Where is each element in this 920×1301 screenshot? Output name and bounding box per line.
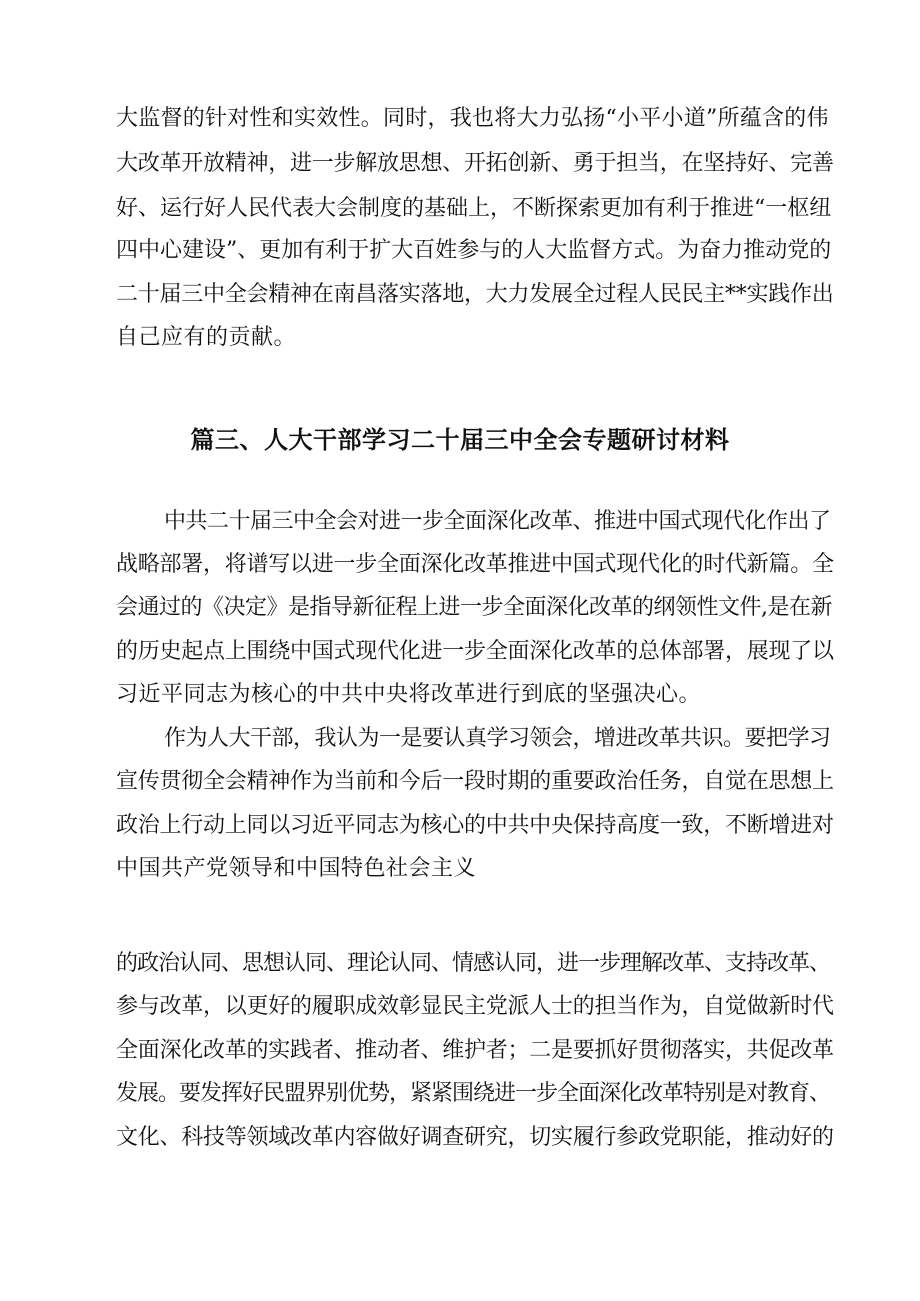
text-line: 全面深化改革的实践者、推动者、维护者；二是要抓好贯彻落实，共促改革 (116, 1038, 834, 1063)
text-line: 四中心建设”、更加有利于扩大百姓参与的人大监督方式。为奋力推动党的 (116, 238, 832, 263)
section-heading: 篇三、人大干部学习二十届三中全会专题研讨材料 (190, 426, 730, 454)
text-line: 会通过的《决定》是指导新征程上进一步全面深化改革的纲领性文件,是在新 (116, 595, 832, 620)
text-line: 中共二十届三中全会对进一步全面深化改革、推进中国式现代化作出了 (164, 509, 831, 534)
text-line: 自己应有的贡献。 (116, 325, 297, 350)
text-line: 好、运行好人民代表大会制度的基础上，不断探索更加有利于推进“一枢纽 (116, 196, 832, 221)
text-line: 宣传贯彻全会精神作为当前和今后一段时期的重要政治任务，自觉在思想上 (116, 769, 834, 794)
text-line: 文化、科技等领域改革内容做好调查研究，切实履行参政党职能，推动好的 (116, 1125, 834, 1150)
text-line: 大监督的针对性和实效性。同时，我也将大力弘扬“小平小道”所蕴含的伟 (116, 106, 829, 131)
text-line: 战略部署，将谱写以进一步全面深化改革推进中国式现代化的时代新篇。全 (116, 552, 834, 577)
text-line: 的历史起点上围绕中国式现代化进一步全面深化改革的总体部署，展现了以 (116, 639, 834, 664)
text-line: 大改革开放精神，进一步解放思想、开拓创新、勇于担当，在坚持好、完善 (116, 151, 834, 176)
text-line: 政治上行动上同以习近平同志为核心的中共中央保持高度一致，不断增进对 (116, 813, 834, 838)
text-line: 参与改革，以更好的履职成效彰显民主党派人士的担当作为，自觉做新时代 (116, 994, 834, 1019)
text-line: 二十届三中全会精神在南昌落实落地，大力发展全过程人民民主**实践作出 (116, 282, 834, 307)
text-line: 习近平同志为核心的中共中央将改革进行到底的坚强决心。 (116, 682, 702, 707)
text-line: 的政治认同、思想认同、理论认同、情感认同，进一步理解改革、支持改革、 (116, 951, 831, 976)
text-line: 发展。要发挥好民盟界别优势，紧紧围绕进一步全面深化改革特别是对教育、 (116, 1081, 831, 1106)
text-line: 作为人大干部，我认为一是要认真学习领会，增进改革共识。要把学习 (164, 726, 831, 751)
text-line: 中国共产党领导和中国特色社会主义 (116, 856, 477, 881)
